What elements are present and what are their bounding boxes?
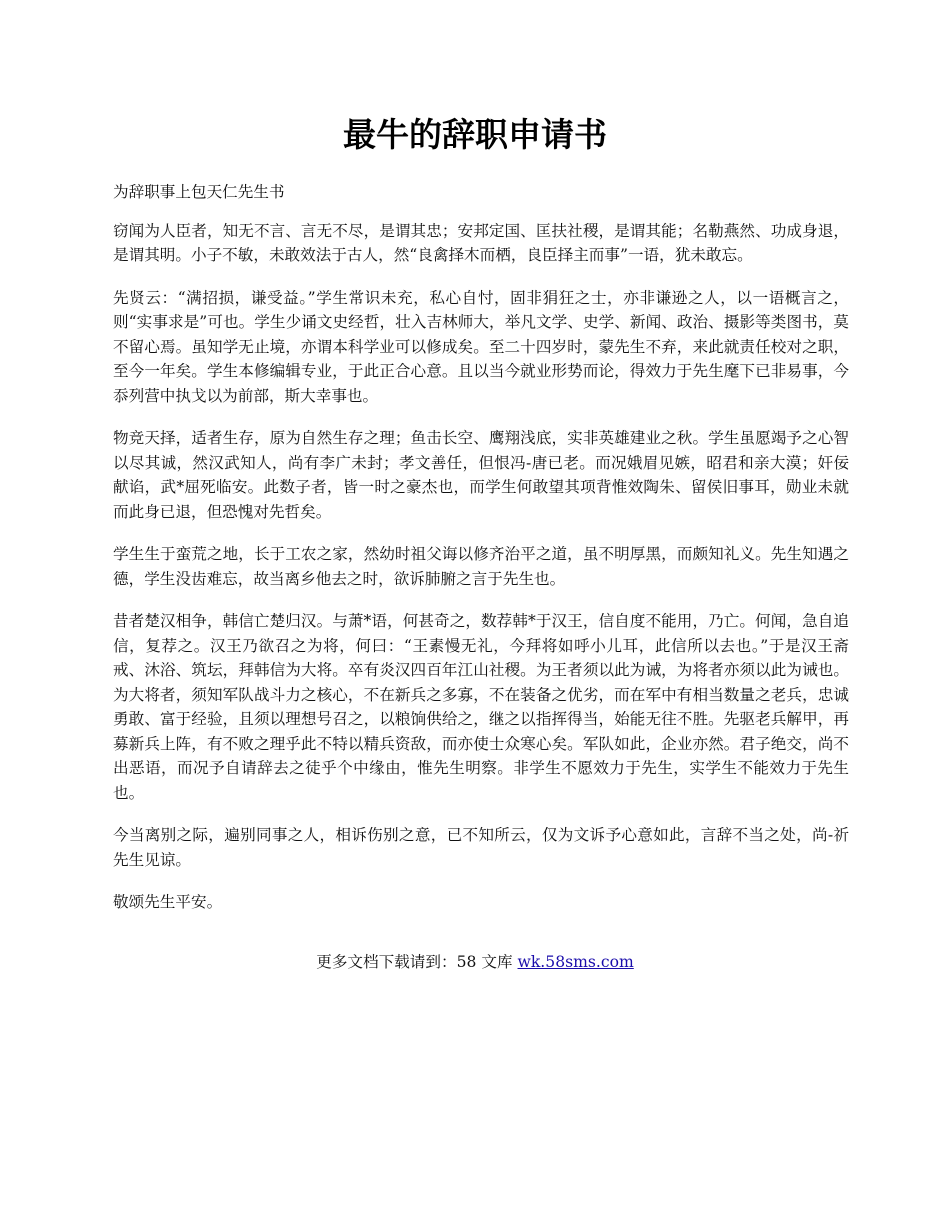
paragraph: 今当离别之际，遍别同事之人，相诉伤别之意，已不知所云，仅为文诉予心意如此，言辞不当之处，尚-祈先生见谅。 xyxy=(113,826,849,869)
download-footer xyxy=(0,950,950,974)
salutation-line: 为辞职事上包天仁先生书 xyxy=(113,183,285,201)
footer-text: 更多文档下载请到：58 文库 xyxy=(316,953,518,971)
paragraph: 窃闻为人臣者，知无不言、言无不尽，是谓其忠；安邦定国、匡扶社稷，是谓其能；名勒燕然、功成身退，是谓其明。小子不敏，未敢效法于古人，然“良禽择木而栖，良臣择主而事”一语，犹未敢忘。 xyxy=(113,221,849,264)
footer-link[interactable]: wk.58sms.com xyxy=(517,953,634,971)
paragraph: 学生生于蛮荒之地，长于工农之家，然幼时祖父诲以修齐治平之道，虽不明厚黑，而颇知礼义。先生知遇之德，学生没齿难忘，故当离乡他去之时，欲诉肺腑之言于先生也。 xyxy=(113,545,849,588)
document-body xyxy=(113,180,849,933)
closing-line: 敬颂先生平安。 xyxy=(113,893,223,911)
paragraph: 物竞天择，适者生存，原为自然生存之理；鱼击长空、鹰翔浅底，实非英雄建业之秋。学生虽愿竭予之心智以尽其诚，然汉武知人，尚有李广未封；孝文善任，但恨冯-唐已老。而况娥眉见嫉，昭君和亲大漠；奸佞献谄，武*屈死临安。此数子者，皆一时之豪杰也，而学生何敢望其项背惟效陶朱、留侯旧事耳，勋业未就而此身已退，但恐愧对先哲矣。 xyxy=(113,429,849,521)
paragraph: 昔者楚汉相争，韩信亡楚归汉。与萧*语，何甚奇之，数荐韩*于汉王，信自度不能用，乃亡。何闻，急自追信，复荐之。汉王乃欲召之为将，何曰：“王素慢无礼，今拜将如呼小儿耳，此信所以去也。”于是汉王斋戒、沐浴、筑坛，拜韩信为大将。卒有炎汉四百年江山社稷。为王者须以此为诫，为将者亦须以此为诫也。为大将者，须知军队战斗力之核心，不在新兵之多寡，不在装备之优劣，而在军中有相当数量之老兵，忠诚勇敢、富于经验，且须以理想号召之，以粮饷供给之，继之以指挥得当，始能无往不胜。先驱老兵解甲，再募新兵上阵，有不败之理乎此不特以精兵资敌，而亦使士众寒心矣。军队如此，企业亦然。君子绝交，尚不出恶语，而况予自请辞去之徒乎个中缘由，惟先生明察。非学生不愿效力于先生，实学生不能效力于先生也。 xyxy=(113,612,849,802)
document-title: 最牛的辞职申请书 xyxy=(343,115,607,154)
paragraph: 先贤云：“满招损，谦受益。”学生常识未充，私心自忖，固非狷狂之士，亦非谦逊之人，以一语概言之，则“实事求是”可也。学生少诵文史经哲，壮入吉林师大，举凡文学、史学、新闻、政治、摄影等类图书，莫不留心焉。虽知学无止境，亦谓本科学业可以修成矣。至二十四岁时，蒙先生不弃，来此就责任校对之职，至今一年矣。学生本修编辑专业，于此正合心意。且以当今就业形势而论，得效力于先生麾下已非易事，今忝列营中执戈以为前部，斯大幸事也。 xyxy=(113,288,849,405)
